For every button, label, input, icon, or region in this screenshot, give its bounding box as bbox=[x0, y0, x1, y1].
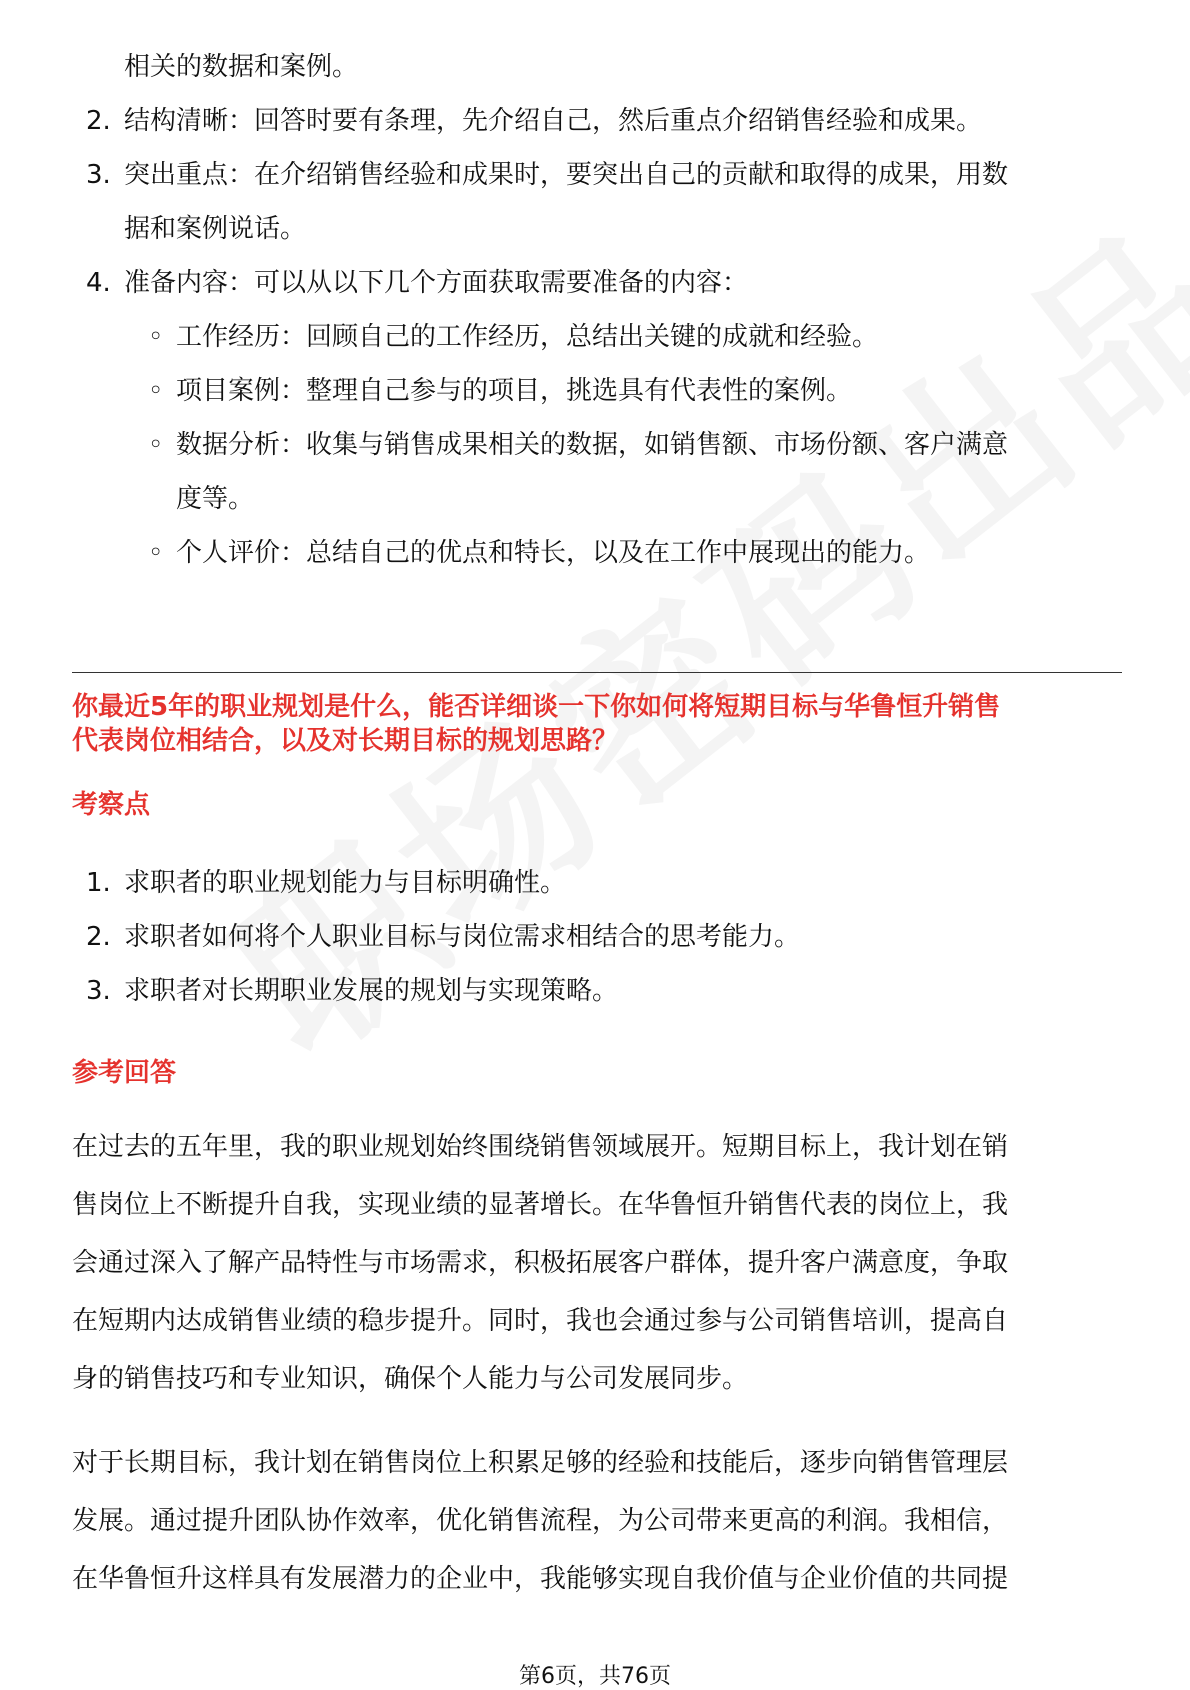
paragraph-line: 售岗位上不断提升自我，实现业绩的显著增长。在华鲁恒升销售代表的岗位上，我 bbox=[72, 1190, 1009, 1220]
sub-list-text: 个人评价：总结自己的优点和特长，以及在工作中展现出的能力。 bbox=[176, 538, 931, 568]
list-text: 求职者的职业规划能力与目标明确性。 bbox=[124, 868, 567, 898]
answer-paragraph bbox=[72, 1434, 1122, 1608]
answer-heading: 参考回答 bbox=[72, 1058, 177, 1088]
list-number: 4. bbox=[86, 268, 111, 298]
list-text: 求职者如何将个人职业目标与岗位需求相结合的思考能力。 bbox=[124, 922, 801, 952]
list-number: 2. bbox=[86, 922, 111, 952]
list-number: 1. bbox=[86, 868, 111, 898]
sub-list-text: 工作经历：回顾自己的工作经历，总结出关键的成就和经验。 bbox=[176, 322, 879, 352]
list-text: 求职者对长期职业发展的规划与实现策略。 bbox=[124, 976, 619, 1006]
paragraph-line: 在华鲁恒升这样具有发展潜力的企业中，我能够实现自我价值与企业价值的共同提 bbox=[72, 1564, 1009, 1594]
list-text: 准备内容：可以从以下几个方面获取需要准备的内容： bbox=[124, 268, 749, 298]
paragraph-line: 在过去的五年里，我的职业规划始终围绕销售领域展开。短期目标上，我计划在销 bbox=[72, 1132, 1009, 1162]
question-title bbox=[72, 690, 1122, 758]
sub-list-text: 数据分析：收集与销售成果相关的数据，如销售额、市场份额、客户满意 bbox=[176, 430, 1009, 460]
sub-list-text: 度等。 bbox=[176, 484, 255, 514]
question-line: 你最近5年的职业规划是什么，能否详细谈一下你如何将短期目标与华鲁恒升销售 bbox=[72, 692, 1001, 722]
paragraph-line: 身的销售技巧和专业知识，确保个人能力与公司发展同步。 bbox=[72, 1364, 749, 1394]
bullet-icon: ◦ bbox=[148, 376, 164, 406]
paragraph-line: 对于长期目标，我计划在销售岗位上积累足够的经验和技能后，逐步向销售管理层 bbox=[72, 1448, 1009, 1478]
sub-list-text: 项目案例：整理自己参与的项目，挑选具有代表性的案例。 bbox=[176, 376, 853, 406]
section-divider bbox=[72, 672, 1122, 673]
list-number: 2. bbox=[86, 106, 111, 136]
focus-heading: 考察点 bbox=[72, 790, 151, 820]
continuation-text: 相关的数据和案例。 bbox=[124, 52, 359, 82]
list-number: 3. bbox=[86, 976, 111, 1006]
bullet-icon: ◦ bbox=[148, 538, 164, 568]
bullet-icon: ◦ bbox=[148, 430, 164, 460]
question-line: 代表岗位相结合，以及对长期目标的规划思路？ bbox=[72, 726, 619, 756]
paragraph-line: 发展。通过提升团队协作效率，优化销售流程，为公司带来更高的利润。我相信， bbox=[72, 1506, 1009, 1536]
paragraph-line: 在短期内达成销售业绩的稳步提升。同时，我也会通过参与公司销售培训，提高自 bbox=[72, 1306, 1009, 1336]
paragraph-line: 会通过深入了解产品特性与市场需求，积极拓展客户群体，提升客户满意度，争取 bbox=[72, 1248, 1009, 1278]
list-number: 3. bbox=[86, 160, 111, 190]
list-text: 据和案例说话。 bbox=[124, 214, 307, 244]
page-footer: 第6页，共76页 bbox=[519, 1664, 671, 1689]
list-text: 结构清晰：回答时要有条理，先介绍自己，然后重点介绍销售经验和成果。 bbox=[124, 106, 983, 136]
bullet-icon: ◦ bbox=[148, 322, 164, 352]
list-text: 突出重点：在介绍销售经验和成果时，要突出自己的贡献和取得的成果，用数 bbox=[124, 160, 1009, 190]
answer-paragraph bbox=[72, 1118, 1122, 1408]
